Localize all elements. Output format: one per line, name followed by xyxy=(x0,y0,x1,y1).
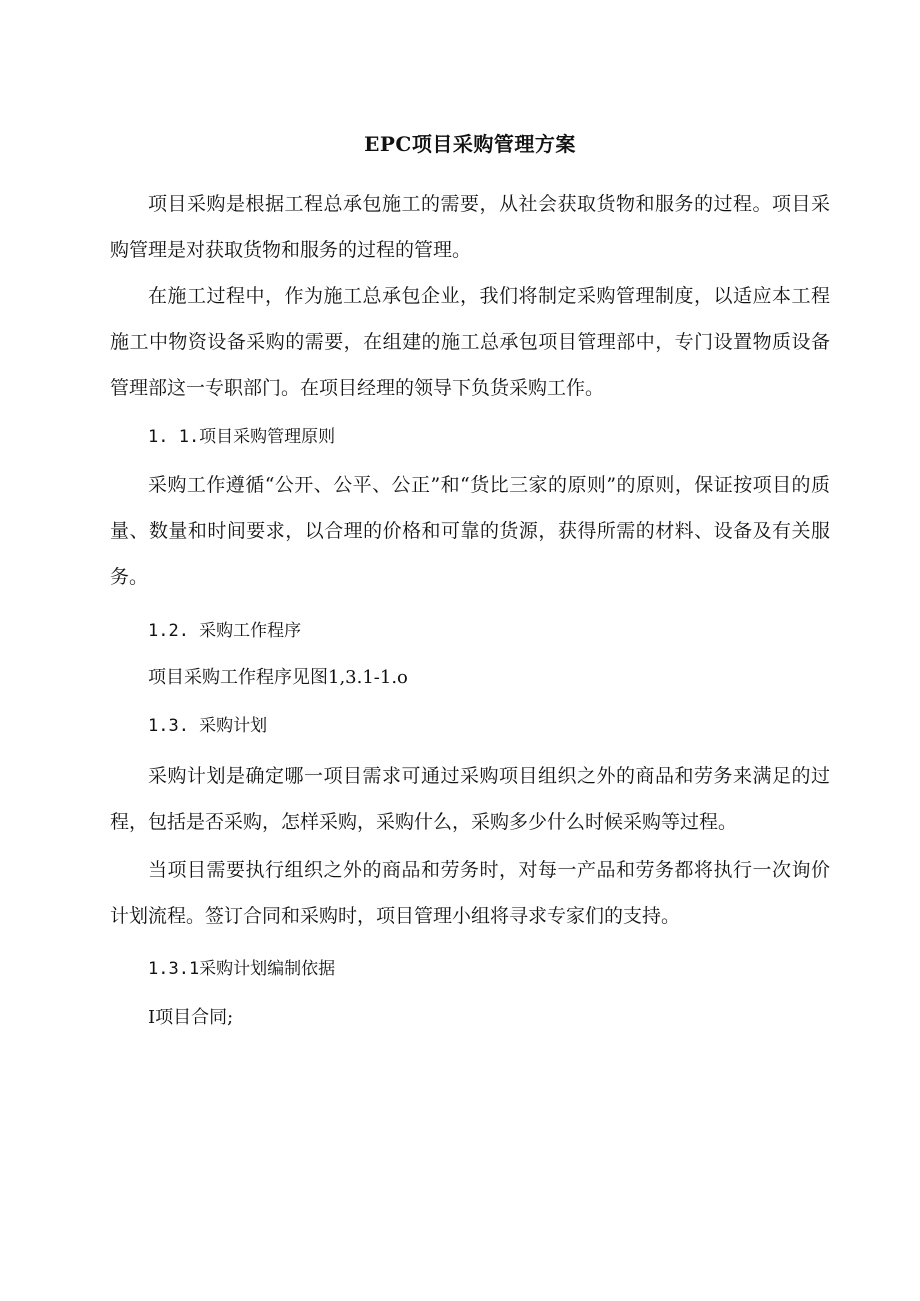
list-item-contract: I项目合同; xyxy=(148,1007,234,1028)
section-heading-1-2: 1.2. 采购工作程序 xyxy=(148,621,302,641)
paragraph-intro: 项目采购是根据工程总承包施工的需要，从社会获取货物和服务的过程。项目采购管理是对获取货物和服务的过程的管理。 xyxy=(110,193,830,261)
paragraph-plan-process: 当项目需要执行组织之外的商品和劳务时，对每一产品和劳务都将执行一次询价计划流程。签订合同和采购时，项目管理小组将寻求专家们的支持。 xyxy=(110,859,830,927)
paragraph-construction: 在施工过程中，作为施工总承包企业，我们将制定采购管理制度，以适应本工程施工中物资设备采购的需要，在组建的施工总承包项目管理部中，专门设置物质设备管理部这一专职部门。在项目经理的领导下负货采购工作。 xyxy=(110,285,830,399)
section-heading-1-1: 1. 1.项目采购管理原则 xyxy=(148,427,336,447)
section-heading-1-3-1: 1.3.1采购计划编制依据 xyxy=(148,959,336,979)
procedure-reference: 项目采购工作程序见图1,3.1-1.o xyxy=(148,667,408,688)
document-title: EPC项目采购管理方案 xyxy=(364,132,576,156)
paragraph-plan-definition: 采购计划是确定哪一项目需求可通过采购项目组织之外的商品和劳务来满足的过程，包括是否采购，怎样采购，采购什么，采购多少什么时候采购等过程。 xyxy=(110,765,830,833)
paragraph-principles: 采购工作遵循“公开、公平、公正”和“货比三家的原则”的原则，保证按项目的质量、数量和时间要求，以合理的价格和可靠的货源，获得所需的材料、设备及有关服务。 xyxy=(110,474,830,588)
section-heading-1-3: 1.3. 采购计划 xyxy=(148,716,268,736)
